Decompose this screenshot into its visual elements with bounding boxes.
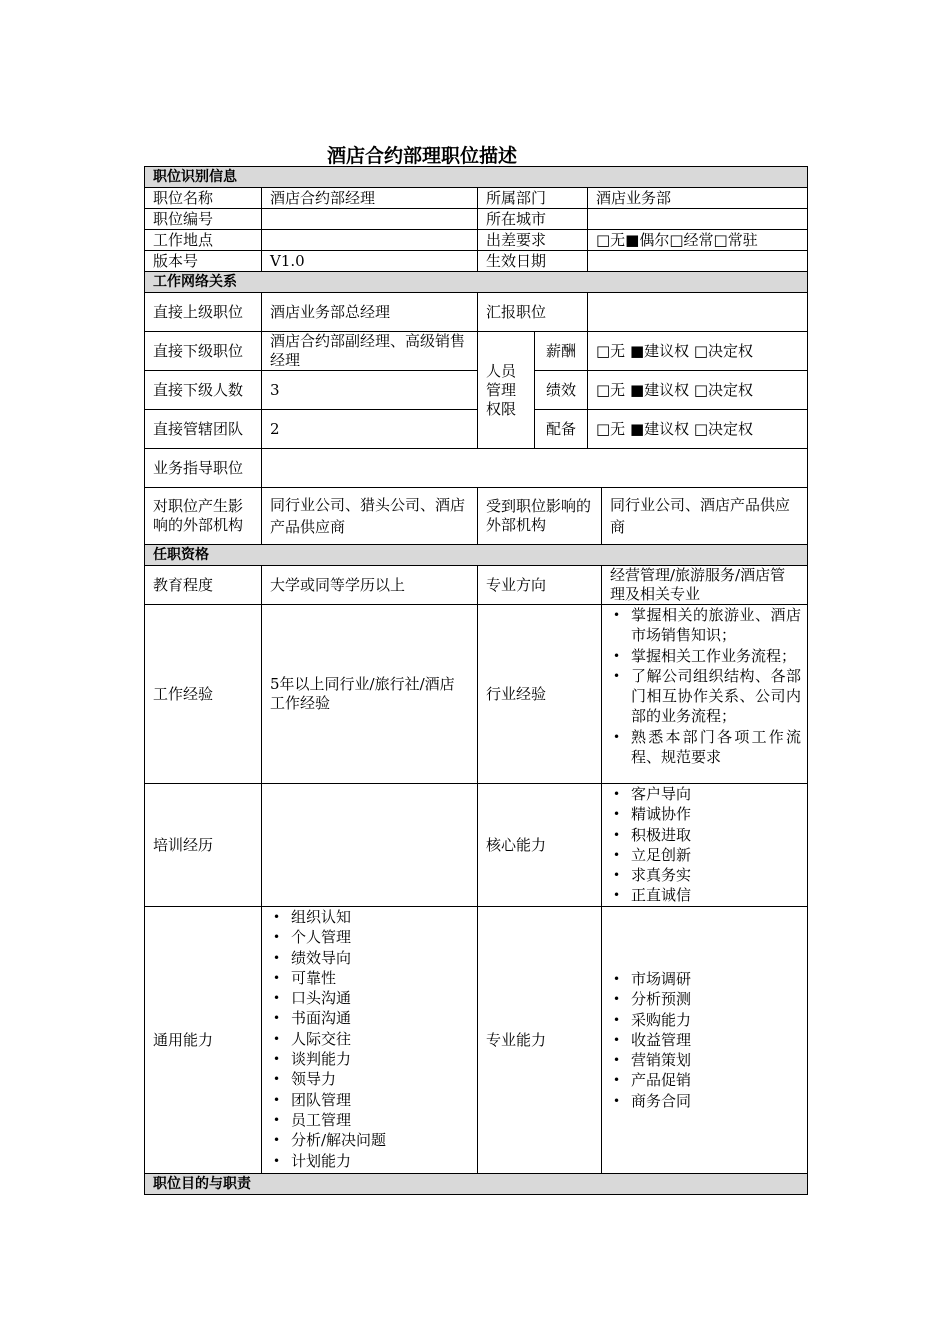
field-label: 所在城市 <box>478 209 588 230</box>
field-label: 专业方向 <box>478 566 602 605</box>
table-row <box>145 230 808 251</box>
table-row <box>145 605 808 784</box>
field-label: 工作地点 <box>145 230 262 251</box>
table-row <box>145 449 808 488</box>
list-item: • 可靠性 <box>270 968 469 988</box>
report-value <box>588 293 808 332</box>
travel-value: □无■偶尔□经常□常驻 <box>588 230 808 251</box>
field-label: 所属部门 <box>478 188 588 209</box>
list-item: • 采购能力 <box>610 1010 799 1030</box>
list-item: • 领导力 <box>270 1069 469 1089</box>
section-network <box>145 272 808 293</box>
table-row <box>145 209 808 230</box>
table-row <box>145 332 808 371</box>
list-item: • 熟悉本部门各项工作流程、规范要求 <box>610 727 801 768</box>
field-label: 直接下级职位 <box>145 332 262 371</box>
position-name-value: 酒店合约部经理 <box>262 188 478 209</box>
table-row <box>145 410 808 449</box>
page-title: 酒店合约部理职位描述 <box>326 145 517 167</box>
field-label: 受到职位影响的外部机构 <box>478 488 602 545</box>
list-item: • 立足创新 <box>610 845 799 865</box>
field-label: 核心能力 <box>478 784 602 907</box>
subordinate-value: 酒店合约部副经理、高级销售经理 <box>262 332 478 371</box>
job-description-table <box>144 166 808 1195</box>
field-label: 培训经历 <box>145 784 262 907</box>
list-item: • 了解公司组织结构、各部门相互协作关系、公司内部的业务流程； <box>610 666 801 727</box>
authority-item-value: □无 ■建议权 □决定权 <box>588 371 808 410</box>
department-value: 酒店业务部 <box>588 188 808 209</box>
city-value <box>588 209 808 230</box>
list-item: • 组织认知 <box>270 907 469 927</box>
list-item: • 计划能力 <box>270 1151 469 1171</box>
authority-item-label: 绩效 <box>535 371 588 410</box>
section-title: 工作网络关系 <box>145 272 808 293</box>
influences-value: 同行业公司、猎头公司、酒店产品供应商 <box>262 488 478 545</box>
field-label: 专业能力 <box>478 907 602 1174</box>
table-row <box>145 251 808 272</box>
industry-cell <box>602 605 808 784</box>
general-list <box>270 907 469 1171</box>
field-label: 生效日期 <box>478 251 588 272</box>
field-label: 行业经验 <box>478 605 602 784</box>
authority-item-label: 配备 <box>535 410 588 449</box>
list-item: • 绩效导向 <box>270 948 469 968</box>
list-item: • 市场调研 <box>610 969 799 989</box>
field-label: 对职位产生影响的外部机构 <box>145 488 262 545</box>
field-label: 直接上级职位 <box>145 293 262 332</box>
core-list <box>610 784 799 906</box>
field-label: 通用能力 <box>145 907 262 1174</box>
superior-value: 酒店业务部总经理 <box>262 293 478 332</box>
list-item: • 积极进取 <box>610 825 799 845</box>
education-value: 大学或同等学历以上 <box>262 566 478 605</box>
list-item: • 个人管理 <box>270 927 469 947</box>
list-item: • 收益管理 <box>610 1030 799 1050</box>
position-code-value <box>262 209 478 230</box>
field-label: 版本号 <box>145 251 262 272</box>
list-item: • 分析预测 <box>610 989 799 1009</box>
core-cell <box>602 784 808 907</box>
field-label: 出差要求 <box>478 230 588 251</box>
section-qualification <box>145 545 808 566</box>
list-item: • 口头沟通 <box>270 988 469 1008</box>
list-item: • 求真务实 <box>610 865 799 885</box>
professional-list <box>610 969 799 1111</box>
field-label: 汇报职位 <box>478 293 588 332</box>
effective-date-value <box>588 251 808 272</box>
version-value: V1.0 <box>262 251 478 272</box>
table-row <box>145 784 808 907</box>
section-purpose <box>145 1174 808 1195</box>
authority-item-value: □无 ■建议权 □决定权 <box>588 410 808 449</box>
section-title: 职位目的与职责 <box>145 1174 808 1195</box>
industry-list <box>610 605 801 767</box>
authority-item-value: □无 ■建议权 □决定权 <box>588 332 808 371</box>
field-label: 工作经验 <box>145 605 262 784</box>
list-item: • 分析/解决问题 <box>270 1130 469 1150</box>
general-cell <box>262 907 478 1174</box>
list-item: • 产品促销 <box>610 1070 799 1090</box>
list-item: • 团队管理 <box>270 1090 469 1110</box>
field-label: 教育程度 <box>145 566 262 605</box>
location-value <box>262 230 478 251</box>
field-label: 职位名称 <box>145 188 262 209</box>
list-item: • 精诚协作 <box>610 804 799 824</box>
table-row <box>145 488 808 545</box>
table-row <box>145 188 808 209</box>
field-label: 业务指导职位 <box>145 449 262 488</box>
professional-cell <box>602 907 808 1174</box>
list-item: • 人际交往 <box>270 1029 469 1049</box>
list-item: • 营销策划 <box>610 1050 799 1070</box>
field-label: 职位编号 <box>145 209 262 230</box>
table-row <box>145 907 808 1174</box>
section-title: 任职资格 <box>145 545 808 566</box>
list-item: • 正直诚信 <box>610 885 799 905</box>
section-title: 职位识别信息 <box>145 167 808 188</box>
team-value: 2 <box>262 410 478 449</box>
list-item: • 员工管理 <box>270 1110 469 1130</box>
training-value <box>262 784 478 907</box>
subordinate-count-value: 3 <box>262 371 478 410</box>
guidance-value <box>262 449 808 488</box>
section-identification <box>145 167 808 188</box>
list-item: • 谈判能力 <box>270 1049 469 1069</box>
field-label: 直接管辖团队 <box>145 410 262 449</box>
table-row <box>145 293 808 332</box>
list-item: • 掌握相关的旅游业、酒店市场销售知识； <box>610 605 801 646</box>
table-row <box>145 371 808 410</box>
list-item: • 书面沟通 <box>270 1008 469 1028</box>
influenced-value: 同行业公司、酒店产品供应商 <box>602 488 808 545</box>
major-value: 经营管理/旅游服务/酒店管理及相关专业 <box>602 566 808 605</box>
field-label: 直接下级人数 <box>145 371 262 410</box>
table-row <box>145 566 808 605</box>
list-item: • 客户导向 <box>610 784 799 804</box>
authority-label: 人员管理权限 <box>478 332 535 449</box>
list-item: • 商务合同 <box>610 1091 799 1111</box>
list-item: • 掌握相关工作业务流程； <box>610 646 801 666</box>
experience-value: 5年以上同行业/旅行社/酒店工作经验 <box>262 605 478 784</box>
authority-item-label: 薪酬 <box>535 332 588 371</box>
